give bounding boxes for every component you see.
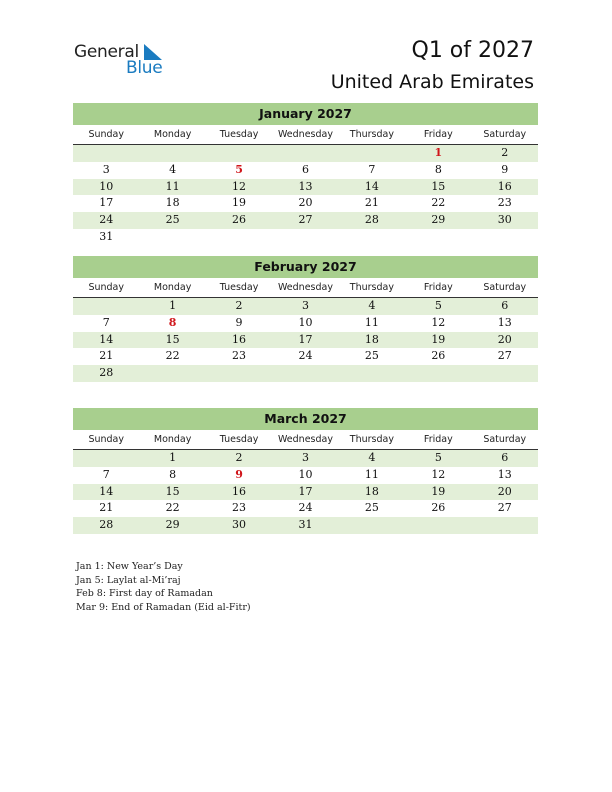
day-cell: 6 xyxy=(501,451,509,464)
day-cell: 29 xyxy=(431,213,446,227)
day-cell: 4 xyxy=(368,451,376,464)
month-title: February 2027 xyxy=(73,256,538,278)
day-cell: 15 xyxy=(165,332,180,346)
month-february xyxy=(73,256,538,382)
weekday-header xyxy=(73,431,538,450)
week-row xyxy=(73,179,538,196)
holiday-note: Mar 9: End of Ramadan (Eid al-Fitr) xyxy=(76,601,251,613)
empty-day-cell xyxy=(405,229,471,246)
weekday-label: Sunday xyxy=(88,434,124,445)
day-cell: 1 xyxy=(169,299,177,312)
day-cell: 10 xyxy=(99,179,114,193)
day-cell: 14 xyxy=(99,332,114,346)
empty-day-cell xyxy=(339,145,405,162)
day-cell: 26 xyxy=(232,213,247,227)
day-cell: 13 xyxy=(497,315,512,329)
day-cell: 2 xyxy=(501,146,509,159)
empty-day-cell xyxy=(206,229,272,246)
day-cell: 9 xyxy=(501,162,509,176)
day-cell: 28 xyxy=(99,518,114,532)
weekday-label: Thursday xyxy=(349,129,394,140)
day-cell: 18 xyxy=(165,196,180,210)
day-cell: 25 xyxy=(165,213,180,227)
day-cell: 20 xyxy=(497,332,512,346)
month-january xyxy=(73,103,538,246)
day-cell: 8 xyxy=(169,467,177,481)
weekday-label: Monday xyxy=(153,282,192,293)
empty-day-cell xyxy=(472,365,538,382)
day-cell: 22 xyxy=(165,501,180,515)
week-row xyxy=(73,315,538,332)
empty-day-cell xyxy=(139,229,205,246)
day-cell: 4 xyxy=(368,299,376,312)
day-cell: 21 xyxy=(99,501,114,515)
weekday-label: Friday xyxy=(423,434,453,445)
weekday-header xyxy=(73,126,538,145)
day-cell: 7 xyxy=(102,315,110,329)
weekday-header xyxy=(73,279,538,298)
empty-day-cell xyxy=(472,229,538,246)
day-cell: 24 xyxy=(99,213,114,227)
day-cell: 28 xyxy=(99,366,114,380)
day-cell: 30 xyxy=(232,518,247,532)
day-cell: 11 xyxy=(165,179,180,193)
day-cell: 24 xyxy=(298,501,313,515)
empty-day-cell xyxy=(206,365,272,382)
weekday-label: Friday xyxy=(423,282,453,293)
day-cell: 15 xyxy=(431,179,446,193)
day-cell: 4 xyxy=(169,162,177,176)
empty-day-cell xyxy=(272,145,338,162)
day-cell: 23 xyxy=(497,196,512,210)
day-cell: 16 xyxy=(497,179,512,193)
weekday-label: Saturday xyxy=(483,434,527,445)
weekday-label: Tuesday xyxy=(219,129,259,140)
weekday-label: Wednesday xyxy=(277,434,333,445)
month-grid xyxy=(73,298,538,382)
day-cell: 10 xyxy=(298,315,313,329)
day-cell: 13 xyxy=(497,467,512,481)
day-cell: 20 xyxy=(497,484,512,498)
day-cell: 11 xyxy=(364,467,379,481)
weekday-label: Sunday xyxy=(88,282,124,293)
day-cell: 26 xyxy=(431,349,446,363)
week-row xyxy=(73,450,538,467)
day-cell: 16 xyxy=(232,332,247,346)
weekday-label: Monday xyxy=(153,434,192,445)
empty-day-cell xyxy=(206,145,272,162)
day-cell: 21 xyxy=(364,196,379,210)
day-cell: 2 xyxy=(235,451,243,464)
day-cell: 27 xyxy=(497,501,512,515)
day-cell: 20 xyxy=(298,196,313,210)
logo-text-general: General xyxy=(74,42,139,62)
day-cell: 9 xyxy=(235,467,243,481)
empty-day-cell xyxy=(73,450,139,467)
day-cell: 27 xyxy=(298,213,313,227)
month-title: January 2027 xyxy=(73,103,538,125)
day-cell: 1 xyxy=(169,451,177,464)
week-row xyxy=(73,500,538,517)
day-cell: 25 xyxy=(364,501,379,515)
day-cell: 13 xyxy=(298,179,313,193)
day-cell: 7 xyxy=(102,467,110,481)
day-cell: 2 xyxy=(235,299,243,312)
weekday-label: Wednesday xyxy=(277,282,333,293)
weekday-label: Monday xyxy=(153,129,192,140)
week-row xyxy=(73,348,538,365)
month-grid xyxy=(73,450,538,534)
day-cell: 11 xyxy=(364,315,379,329)
page-subtitle: United Arab Emirates xyxy=(330,71,534,93)
empty-day-cell xyxy=(405,517,471,534)
holiday-note: Feb 8: First day of Ramadan xyxy=(76,588,213,599)
day-cell: 14 xyxy=(364,179,379,193)
day-cell: 18 xyxy=(364,332,379,346)
day-cell: 22 xyxy=(431,196,446,210)
week-row xyxy=(73,467,538,484)
weekday-label: Thursday xyxy=(349,434,394,445)
day-cell: 7 xyxy=(368,162,376,176)
weekday-label: Friday xyxy=(423,129,453,140)
day-cell: 12 xyxy=(431,467,446,481)
day-cell: 17 xyxy=(298,332,313,346)
day-cell: 26 xyxy=(431,501,446,515)
week-row xyxy=(73,145,538,162)
empty-day-cell xyxy=(139,365,205,382)
holiday-note: Jan 1: New Year’s Day xyxy=(76,561,183,572)
empty-day-cell xyxy=(405,365,471,382)
brand-logo xyxy=(74,42,174,78)
week-row xyxy=(73,517,538,534)
day-cell: 9 xyxy=(235,315,243,329)
week-row xyxy=(73,229,538,246)
day-cell: 10 xyxy=(298,467,313,481)
holiday-notes xyxy=(76,560,251,614)
day-cell: 17 xyxy=(99,196,114,210)
day-cell: 22 xyxy=(165,349,180,363)
month-title: March 2027 xyxy=(73,408,538,430)
day-cell: 3 xyxy=(102,162,110,176)
day-cell: 21 xyxy=(99,349,114,363)
week-row xyxy=(73,162,538,179)
empty-day-cell xyxy=(272,365,338,382)
day-cell: 6 xyxy=(501,299,509,312)
empty-day-cell xyxy=(272,229,338,246)
day-cell: 3 xyxy=(301,451,309,464)
day-cell: 12 xyxy=(431,315,446,329)
week-row xyxy=(73,195,538,212)
holiday-note: Jan 5: Laylat al-Mi’raj xyxy=(76,574,181,586)
page-title: Q1 of 2027 xyxy=(411,38,534,63)
day-cell: 14 xyxy=(99,484,114,498)
day-cell: 6 xyxy=(301,162,309,176)
day-cell: 27 xyxy=(497,349,512,363)
weekday-label: Saturday xyxy=(483,129,527,140)
weekday-label: Sunday xyxy=(88,129,124,140)
week-row xyxy=(73,484,538,501)
day-cell: 12 xyxy=(232,179,247,193)
week-row xyxy=(73,212,538,229)
day-cell: 3 xyxy=(301,299,309,312)
day-cell: 31 xyxy=(99,229,114,243)
day-cell: 16 xyxy=(232,484,247,498)
week-row xyxy=(73,298,538,315)
day-cell: 8 xyxy=(168,315,177,329)
day-cell: 23 xyxy=(232,349,247,363)
day-cell: 19 xyxy=(232,196,247,210)
day-cell: 8 xyxy=(434,162,442,176)
day-cell: 1 xyxy=(434,146,443,159)
day-cell: 5 xyxy=(434,451,442,464)
day-cell: 18 xyxy=(364,484,379,498)
weekday-label: Wednesday xyxy=(277,129,333,140)
empty-day-cell xyxy=(73,145,139,162)
empty-day-cell xyxy=(139,145,205,162)
empty-day-cell xyxy=(339,229,405,246)
day-cell: 19 xyxy=(431,332,446,346)
weekday-label: Tuesday xyxy=(219,282,259,293)
empty-day-cell xyxy=(339,517,405,534)
weekday-label: Tuesday xyxy=(219,434,259,445)
day-cell: 28 xyxy=(364,213,379,227)
week-row xyxy=(73,332,538,349)
day-cell: 5 xyxy=(235,162,243,176)
empty-day-cell xyxy=(472,517,538,534)
day-cell: 31 xyxy=(298,518,313,532)
day-cell: 29 xyxy=(165,518,180,532)
week-row xyxy=(73,365,538,382)
month-grid xyxy=(73,145,538,246)
day-cell: 15 xyxy=(165,484,180,498)
empty-day-cell xyxy=(339,365,405,382)
day-cell: 19 xyxy=(431,484,446,498)
weekday-label: Saturday xyxy=(483,282,527,293)
day-cell: 25 xyxy=(364,349,379,363)
empty-day-cell xyxy=(73,298,139,315)
month-march xyxy=(73,408,538,534)
day-cell: 30 xyxy=(497,213,512,227)
day-cell: 24 xyxy=(298,349,313,363)
day-cell: 17 xyxy=(298,484,313,498)
weekday-label: Thursday xyxy=(349,282,394,293)
logo-text-blue: Blue xyxy=(126,58,163,78)
day-cell: 5 xyxy=(434,299,442,312)
day-cell: 23 xyxy=(232,501,247,515)
